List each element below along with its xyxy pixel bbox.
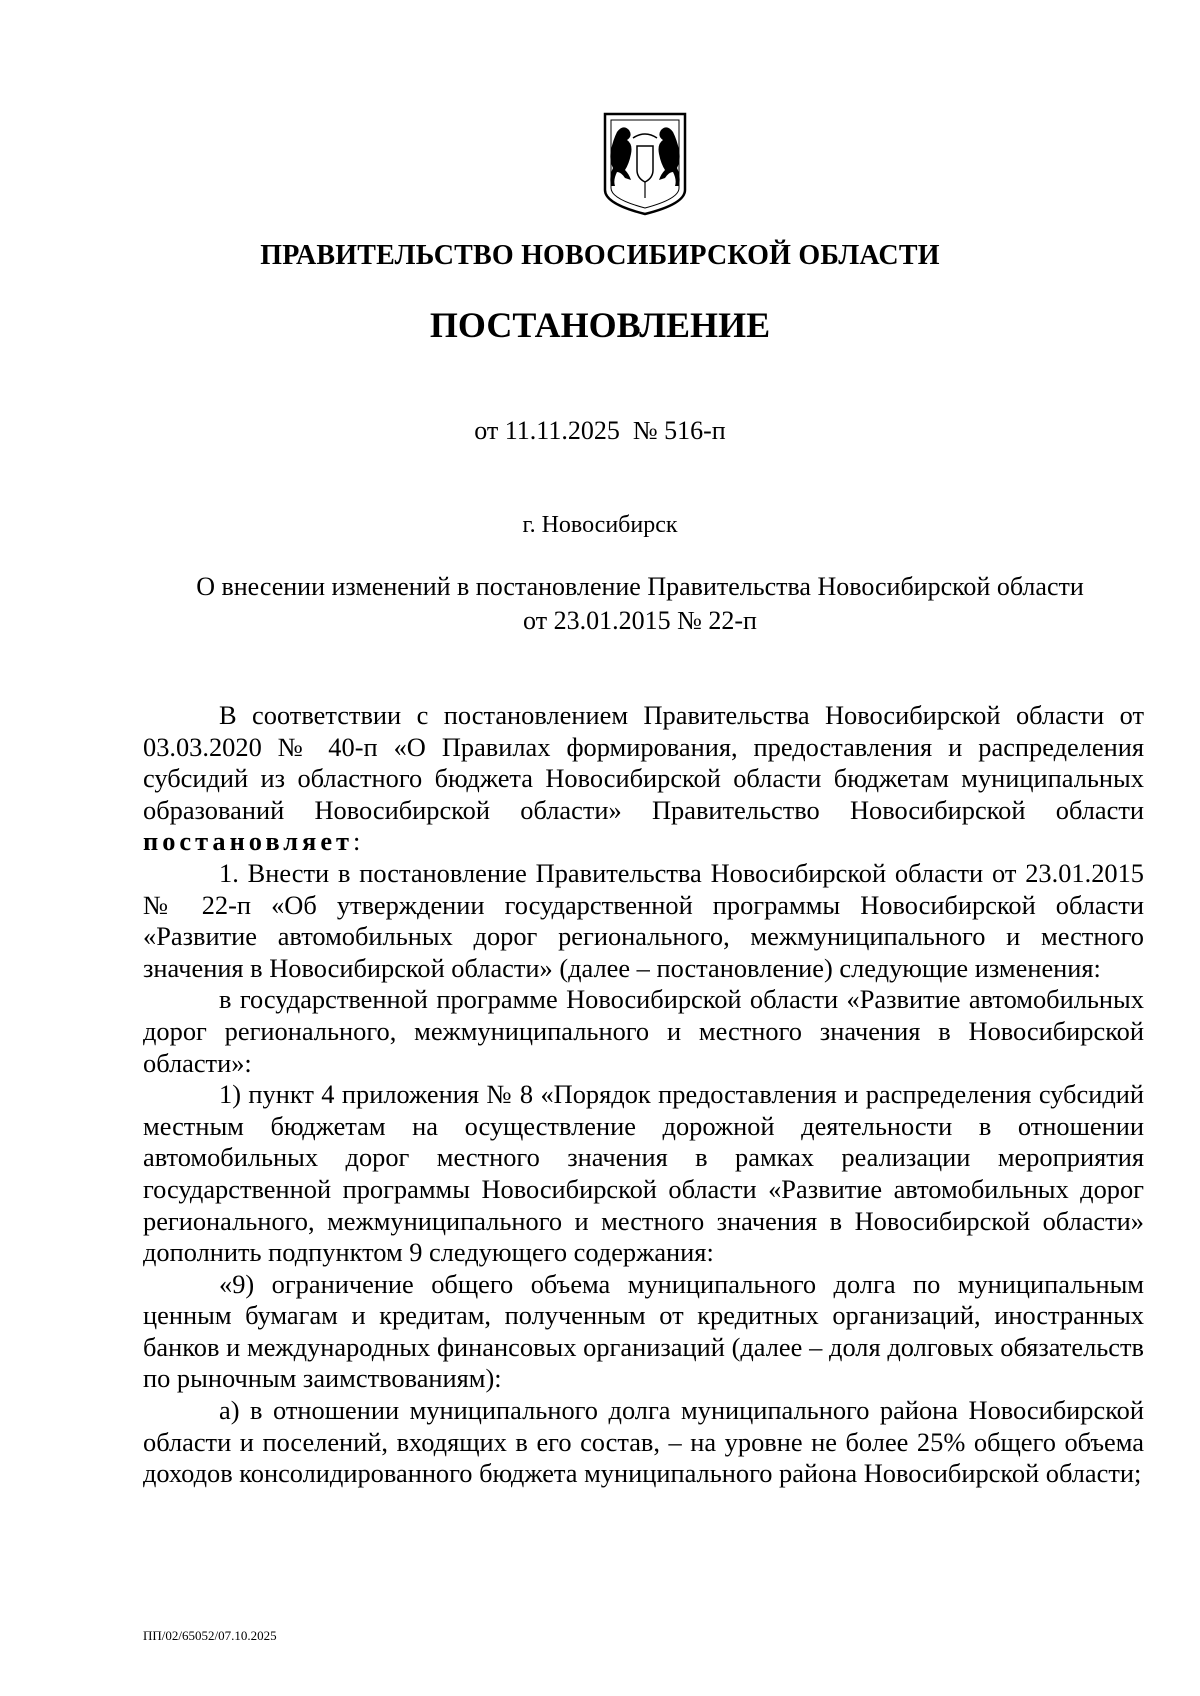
resolves-word: постановляет: [143, 826, 354, 857]
document-number: № 516-п: [632, 416, 726, 445]
footer-code: ПП/02/65052/07.10.2025: [143, 1628, 277, 1643]
document-type: ПОСТАНОВЛЕНИЕ: [429, 305, 771, 345]
document-body: [143, 700, 1144, 1490]
paragraph-subitem-1: 1) пункт 4 приложения № 8 «Порядок предоставления и распределения субсидий местным бюджетам на осуществление дорожной деятельности в отношении автомобильных дорог местного значения в рамках реализации мероприятия государственной программы Новосибирской области «Развитие автомобильных дорог регионального, межмуниципального и местного значения в Новосибирской области» дополнить подпунктом 9 следующего содержания:: [143, 1079, 1144, 1268]
paragraph-program: в государственной программе Новосибирской области «Развитие автомобильных дорог регионального, межмуниципального и местного значения в Новосибирской области»:: [143, 984, 1144, 1078]
paragraph-subpoint-9: «9) ограничение общего объема муниципального долга по муниципальным ценным бумагам и кредитам, полученным от кредитных организаций, иностранных банков и международных финансовых организаций (далее – доля долговых обязательств по рыночным заимствованиям):: [143, 1268, 1144, 1394]
document-date: от 11.11.2025: [474, 416, 620, 445]
paragraph-preamble: [143, 700, 1144, 858]
paragraph-subpoint-a: а) в отношении муниципального долга муниципального района Новосибирской области и поселений, входящих в его состав, – на уровне не более 25% общего объема доходов консолидированного бюджета муниципального района Новосибирской области;: [143, 1395, 1144, 1489]
preamble-end: :: [353, 826, 361, 857]
city: г. Новосибирск: [522, 512, 678, 538]
coat-of-arms-emblem: [603, 112, 687, 216]
title-line-1: О внесении изменений в постановление Правительства Новосибирской области: [196, 572, 1084, 601]
title-line-2: от 23.01.2015 № 22-п: [523, 606, 757, 635]
organization-name: ПРАВИТЕЛЬСТВО НОВОСИБИРСКОЙ ОБЛАСТИ: [260, 240, 940, 271]
document-title: [140, 570, 1140, 638]
paragraph-item-1: 1. Внести в постановление Правительства Новосибирской области от 23.01.2015 № 22-п «Об утверждении государственной программы Новосибирской области «Развитие автомобильных дорог регионального, межмуниципального и местного значения в Новосибирской области» (далее – постановление) следующие изменения:: [143, 857, 1144, 983]
date-number-line: [0, 416, 1200, 446]
preamble-text: В соответствии с постановлением Правительства Новосибирской области от 03.03.2020 № 40-п «О Правилах формирования, предоставления и распределения субсидий из областного бюджета Новосибирской области бюджетам муниципальных образований Новосибирской области» Правительство Новосибирской области: [143, 700, 1144, 825]
